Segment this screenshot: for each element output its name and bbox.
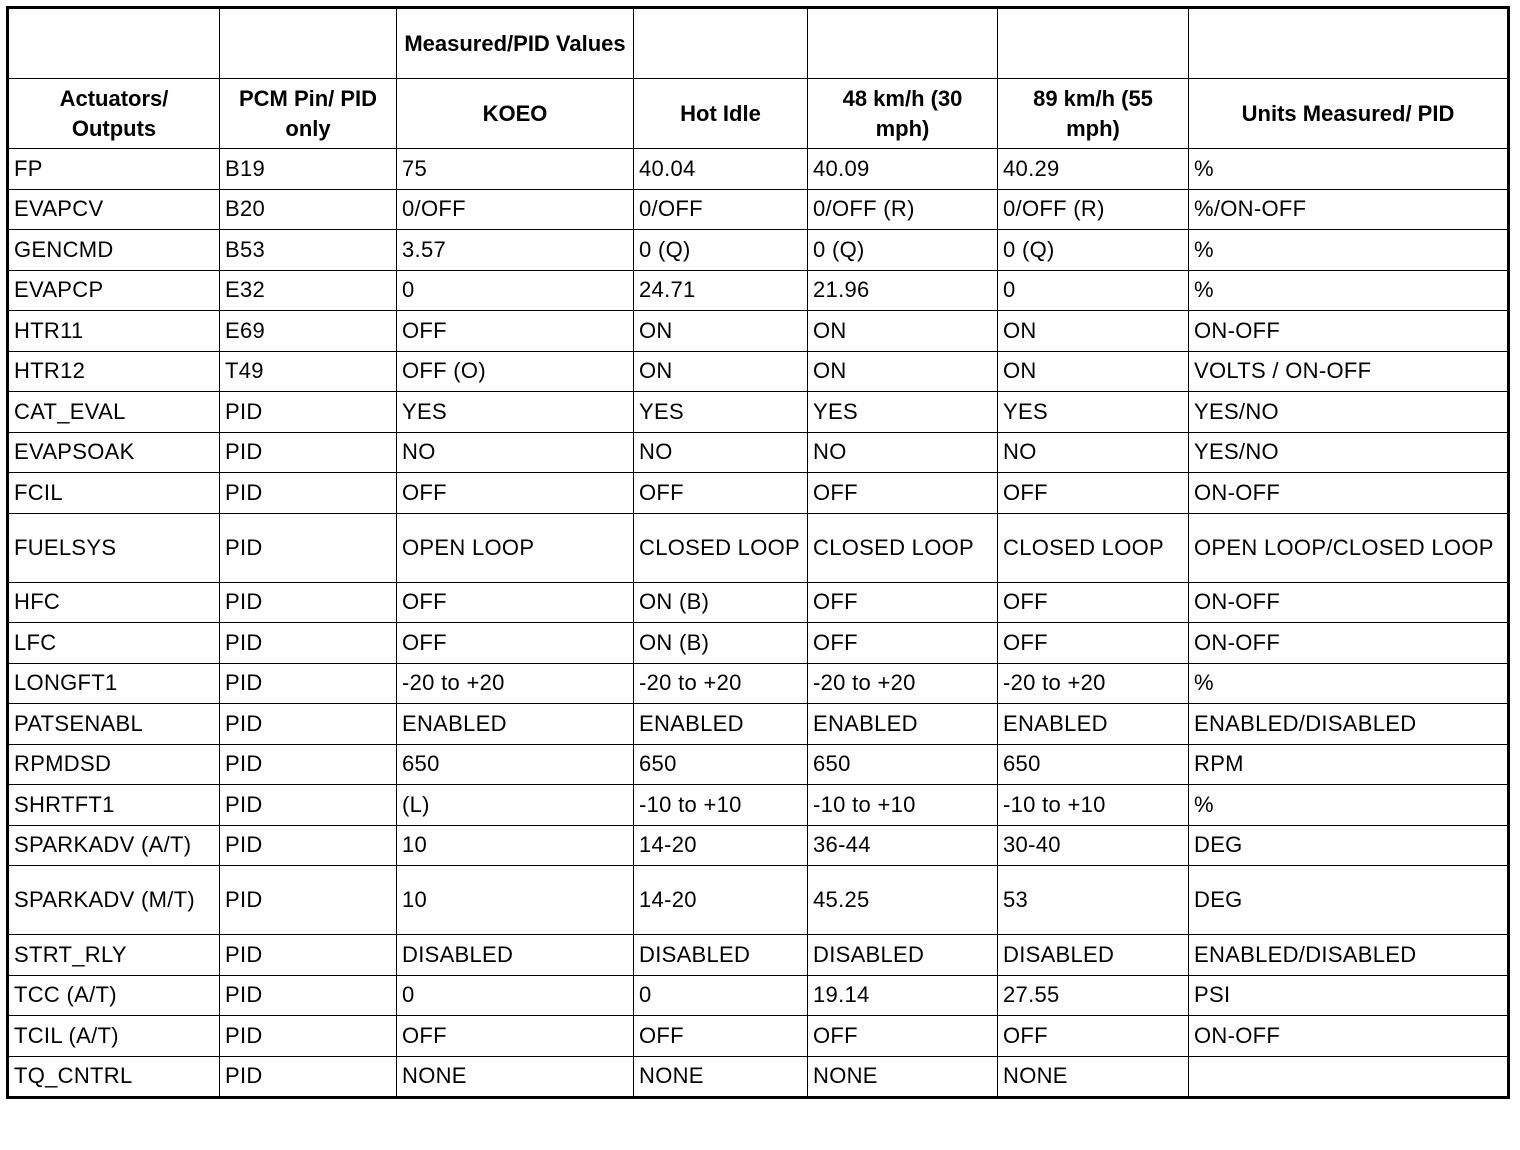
actuator-cell: SPARKADV (A/T) (8, 825, 220, 866)
koeo-cell: OFF (397, 1016, 634, 1057)
koeo-cell: 0 (397, 975, 634, 1016)
48-kmh-cell: 40.09 (808, 149, 998, 190)
table-row (8, 663, 1509, 704)
hot-idle-cell: -20 to +20 (634, 663, 808, 704)
pin-cell: PID (220, 432, 397, 473)
pin-cell: PID (220, 513, 397, 582)
hot-idle-cell: OFF (634, 1016, 808, 1057)
89-kmh-cell: -10 to +10 (998, 785, 1189, 826)
hot-idle-cell: NONE (634, 1056, 808, 1098)
actuator-cell: EVAPCV (8, 189, 220, 230)
column-header-hot-idle: Hot Idle (634, 79, 808, 149)
pin-cell: PID (220, 704, 397, 745)
column-header-row (8, 79, 1509, 149)
table-row (8, 623, 1509, 664)
table-row (8, 189, 1509, 230)
table-row (8, 513, 1509, 582)
column-header-units: Units Measured/ PID (1189, 79, 1509, 149)
hot-idle-cell: 650 (634, 744, 808, 785)
hot-idle-cell: YES (634, 392, 808, 433)
89-kmh-cell: OFF (998, 1016, 1189, 1057)
koeo-cell: ENABLED (397, 704, 634, 745)
header-group-measured-pid-values: Measured/PID Values (397, 8, 634, 79)
units-cell: % (1189, 785, 1509, 826)
header-group-cell (808, 8, 998, 79)
units-cell: % (1189, 230, 1509, 271)
89-kmh-cell: 0/OFF (R) (998, 189, 1189, 230)
units-cell: ON-OFF (1189, 311, 1509, 352)
hot-idle-cell: 0 (Q) (634, 230, 808, 271)
48-kmh-cell: 45.25 (808, 866, 998, 935)
89-kmh-cell: 27.55 (998, 975, 1189, 1016)
units-cell: ON-OFF (1189, 623, 1509, 664)
actuator-cell: HTR11 (8, 311, 220, 352)
actuator-cell: TCC (A/T) (8, 975, 220, 1016)
column-header-pcm-pin: PCM Pin/ PID only (220, 79, 397, 149)
pin-cell: PID (220, 623, 397, 664)
hot-idle-cell: ON (634, 351, 808, 392)
pin-cell: PID (220, 392, 397, 433)
89-kmh-cell: ON (998, 311, 1189, 352)
table-row (8, 866, 1509, 935)
89-kmh-cell: NONE (998, 1056, 1189, 1098)
koeo-cell: OFF (O) (397, 351, 634, 392)
units-cell (1189, 1056, 1509, 1098)
89-kmh-cell: 40.29 (998, 149, 1189, 190)
hot-idle-cell: OFF (634, 473, 808, 514)
koeo-cell: OFF (397, 623, 634, 664)
table-row (8, 785, 1509, 826)
hot-idle-cell: ON (B) (634, 582, 808, 623)
units-cell: YES/NO (1189, 432, 1509, 473)
actuator-cell: GENCMD (8, 230, 220, 271)
48-kmh-cell: 650 (808, 744, 998, 785)
column-header-actuators-outputs: Actuators/ Outputs (8, 79, 220, 149)
table-row (8, 473, 1509, 514)
units-cell: % (1189, 663, 1509, 704)
48-kmh-cell: OFF (808, 582, 998, 623)
units-cell: DEG (1189, 866, 1509, 935)
pid-values-table (6, 6, 1510, 1099)
48-kmh-cell: YES (808, 392, 998, 433)
48-kmh-cell: DISABLED (808, 935, 998, 976)
units-cell: DEG (1189, 825, 1509, 866)
hot-idle-cell: DISABLED (634, 935, 808, 976)
table-body (8, 149, 1509, 1098)
48-kmh-cell: ENABLED (808, 704, 998, 745)
actuator-cell: FP (8, 149, 220, 190)
actuator-cell: LFC (8, 623, 220, 664)
units-cell: ON-OFF (1189, 1016, 1509, 1057)
hot-idle-cell: -10 to +10 (634, 785, 808, 826)
units-cell: % (1189, 149, 1509, 190)
table-row (8, 432, 1509, 473)
89-kmh-cell: NO (998, 432, 1189, 473)
koeo-cell: 75 (397, 149, 634, 190)
pin-cell: PID (220, 866, 397, 935)
column-header-koeo: KOEO (397, 79, 634, 149)
units-cell: % (1189, 270, 1509, 311)
hot-idle-cell: ON (634, 311, 808, 352)
hot-idle-cell: 14-20 (634, 825, 808, 866)
koeo-cell: OFF (397, 582, 634, 623)
hot-idle-cell: 0/OFF (634, 189, 808, 230)
header-group-cell (998, 8, 1189, 79)
units-cell: VOLTS / ON-OFF (1189, 351, 1509, 392)
header-group-row (8, 8, 1509, 79)
actuator-cell: EVAPCP (8, 270, 220, 311)
units-cell: ENABLED/DISABLED (1189, 935, 1509, 976)
table-row (8, 230, 1509, 271)
pin-cell: PID (220, 975, 397, 1016)
89-kmh-cell: 53 (998, 866, 1189, 935)
table-row (8, 1016, 1509, 1057)
89-kmh-cell: YES (998, 392, 1189, 433)
pin-cell: PID (220, 1056, 397, 1098)
units-cell: RPM (1189, 744, 1509, 785)
table-row (8, 149, 1509, 190)
table-row (8, 975, 1509, 1016)
pin-cell: PID (220, 582, 397, 623)
89-kmh-cell: ENABLED (998, 704, 1189, 745)
48-kmh-cell: OFF (808, 623, 998, 664)
89-kmh-cell: 0 (Q) (998, 230, 1189, 271)
table-row (8, 935, 1509, 976)
89-kmh-cell: OFF (998, 473, 1189, 514)
units-cell: ENABLED/DISABLED (1189, 704, 1509, 745)
48-kmh-cell: OFF (808, 473, 998, 514)
actuator-cell: TCIL (A/T) (8, 1016, 220, 1057)
89-kmh-cell: DISABLED (998, 935, 1189, 976)
table-row (8, 270, 1509, 311)
actuator-cell: LONGFT1 (8, 663, 220, 704)
koeo-cell: (L) (397, 785, 634, 826)
units-cell: %/ON-OFF (1189, 189, 1509, 230)
actuator-cell: CAT_EVAL (8, 392, 220, 433)
hot-idle-cell: ENABLED (634, 704, 808, 745)
pin-cell: PID (220, 785, 397, 826)
header-group-cell (1189, 8, 1509, 79)
pin-cell: PID (220, 744, 397, 785)
table-row (8, 582, 1509, 623)
hot-idle-cell: 14-20 (634, 866, 808, 935)
pin-cell: PID (220, 663, 397, 704)
actuator-cell: HFC (8, 582, 220, 623)
48-kmh-cell: ON (808, 311, 998, 352)
header-group-cell (8, 8, 220, 79)
header-group-cell (634, 8, 808, 79)
actuator-cell: FUELSYS (8, 513, 220, 582)
pin-cell: E69 (220, 311, 397, 352)
actuator-cell: SPARKADV (M/T) (8, 866, 220, 935)
48-kmh-cell: 0 (Q) (808, 230, 998, 271)
pin-cell: PID (220, 825, 397, 866)
column-header-89-kmh: 89 km/h (55 mph) (998, 79, 1189, 149)
48-kmh-cell: 36-44 (808, 825, 998, 866)
actuator-cell: FCIL (8, 473, 220, 514)
koeo-cell: 3.57 (397, 230, 634, 271)
48-kmh-cell: 0/OFF (R) (808, 189, 998, 230)
koeo-cell: OFF (397, 311, 634, 352)
table-row (8, 704, 1509, 745)
48-kmh-cell: OFF (808, 1016, 998, 1057)
table-row (8, 351, 1509, 392)
hot-idle-cell: 24.71 (634, 270, 808, 311)
units-cell: YES/NO (1189, 392, 1509, 433)
table-row (8, 744, 1509, 785)
pin-cell: B53 (220, 230, 397, 271)
actuator-cell: TQ_CNTRL (8, 1056, 220, 1098)
actuator-cell: STRT_RLY (8, 935, 220, 976)
koeo-cell: 0 (397, 270, 634, 311)
koeo-cell: 10 (397, 866, 634, 935)
89-kmh-cell: 650 (998, 744, 1189, 785)
koeo-cell: OPEN LOOP (397, 513, 634, 582)
koeo-cell: 0/OFF (397, 189, 634, 230)
actuator-cell: EVAPSOAK (8, 432, 220, 473)
48-kmh-cell: NO (808, 432, 998, 473)
koeo-cell: DISABLED (397, 935, 634, 976)
koeo-cell: NO (397, 432, 634, 473)
48-kmh-cell: NONE (808, 1056, 998, 1098)
pin-cell: PID (220, 473, 397, 514)
table-row (8, 825, 1509, 866)
hot-idle-cell: CLOSED LOOP (634, 513, 808, 582)
48-kmh-cell: CLOSED LOOP (808, 513, 998, 582)
89-kmh-cell: -20 to +20 (998, 663, 1189, 704)
table-row (8, 392, 1509, 433)
koeo-cell: -20 to +20 (397, 663, 634, 704)
actuator-cell: HTR12 (8, 351, 220, 392)
table-row (8, 1056, 1509, 1098)
48-kmh-cell: -20 to +20 (808, 663, 998, 704)
pin-cell: PID (220, 1016, 397, 1057)
hot-idle-cell: 0 (634, 975, 808, 1016)
units-cell: OPEN LOOP/CLOSED LOOP (1189, 513, 1509, 582)
actuator-cell: SHRTFT1 (8, 785, 220, 826)
units-cell: PSI (1189, 975, 1509, 1016)
koeo-cell: NONE (397, 1056, 634, 1098)
column-header-48-kmh: 48 km/h (30 mph) (808, 79, 998, 149)
48-kmh-cell: 19.14 (808, 975, 998, 1016)
89-kmh-cell: OFF (998, 623, 1189, 664)
pin-cell: PID (220, 935, 397, 976)
89-kmh-cell: 30-40 (998, 825, 1189, 866)
hot-idle-cell: NO (634, 432, 808, 473)
units-cell: ON-OFF (1189, 473, 1509, 514)
hot-idle-cell: ON (B) (634, 623, 808, 664)
actuator-cell: PATSENABL (8, 704, 220, 745)
48-kmh-cell: -10 to +10 (808, 785, 998, 826)
89-kmh-cell: ON (998, 351, 1189, 392)
48-kmh-cell: 21.96 (808, 270, 998, 311)
table-row (8, 311, 1509, 352)
89-kmh-cell: CLOSED LOOP (998, 513, 1189, 582)
koeo-cell: YES (397, 392, 634, 433)
koeo-cell: 10 (397, 825, 634, 866)
actuator-cell: RPMDSD (8, 744, 220, 785)
koeo-cell: 650 (397, 744, 634, 785)
units-cell: ON-OFF (1189, 582, 1509, 623)
pin-cell: B20 (220, 189, 397, 230)
pin-cell: E32 (220, 270, 397, 311)
89-kmh-cell: 0 (998, 270, 1189, 311)
89-kmh-cell: OFF (998, 582, 1189, 623)
pin-cell: T49 (220, 351, 397, 392)
pin-cell: B19 (220, 149, 397, 190)
hot-idle-cell: 40.04 (634, 149, 808, 190)
48-kmh-cell: ON (808, 351, 998, 392)
header-group-cell (220, 8, 397, 79)
koeo-cell: OFF (397, 473, 634, 514)
